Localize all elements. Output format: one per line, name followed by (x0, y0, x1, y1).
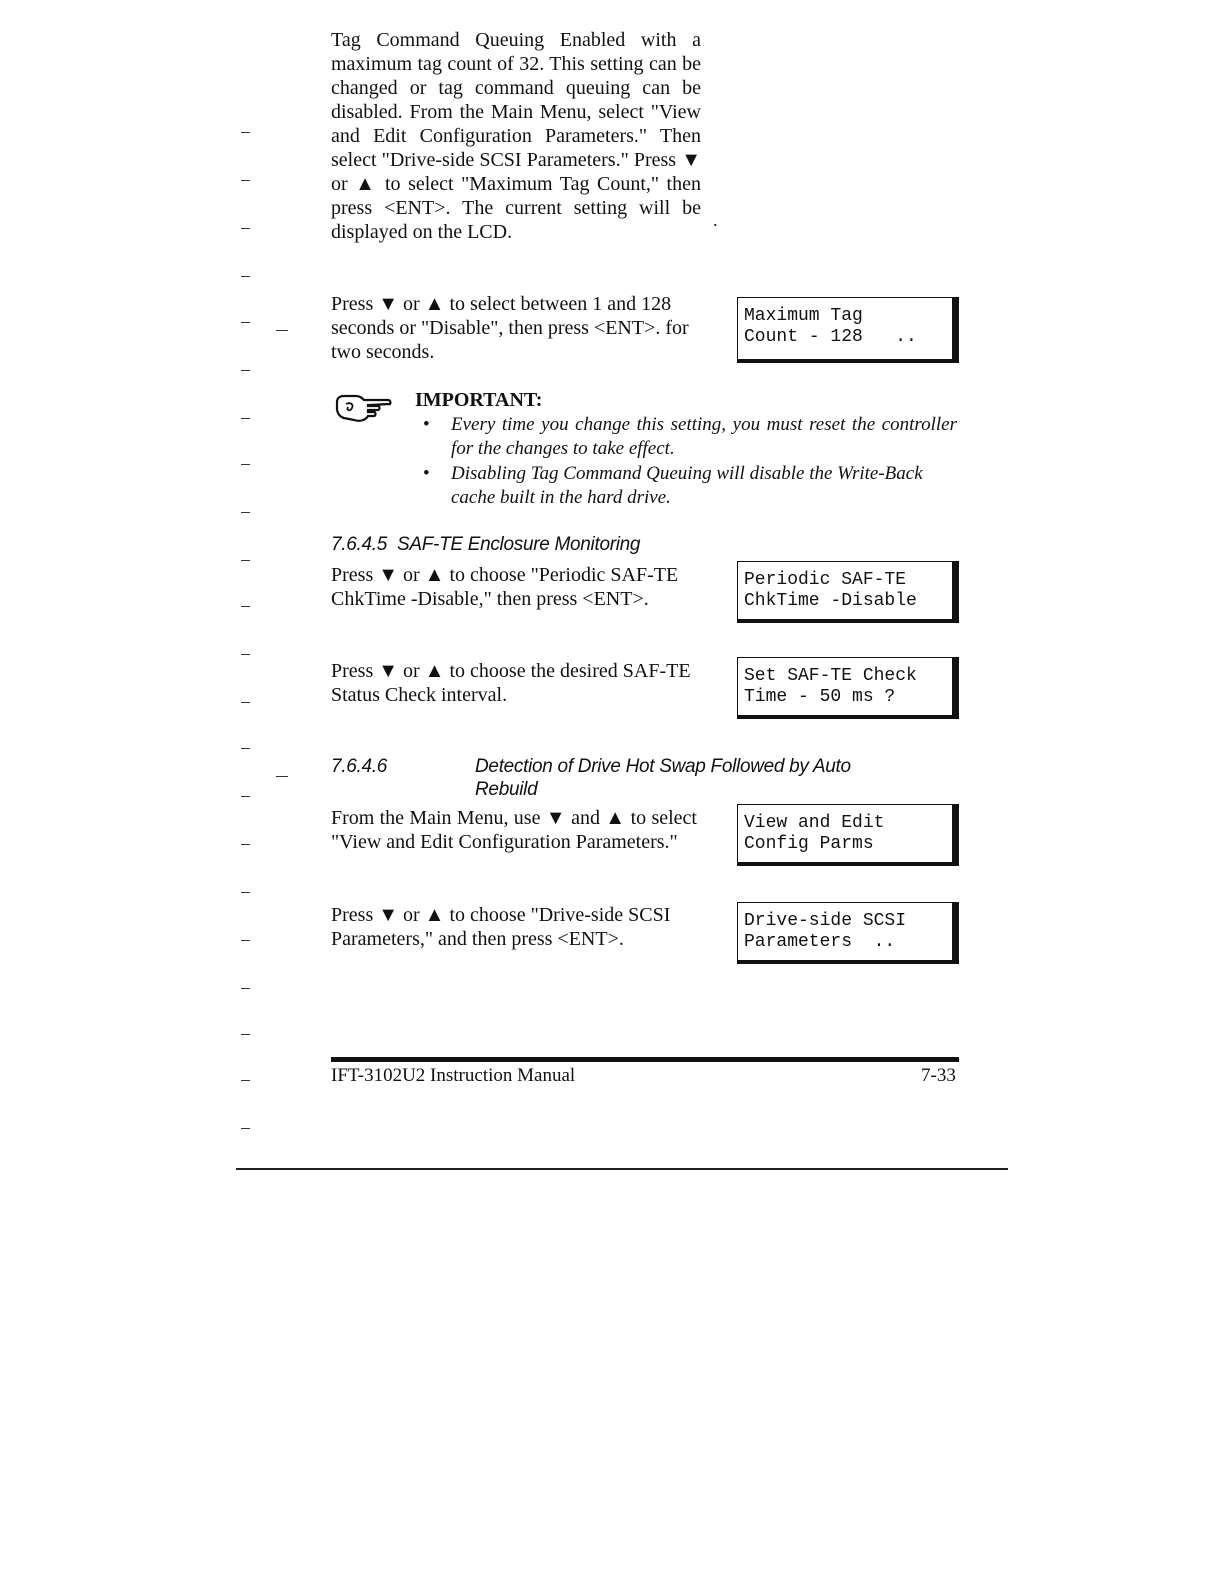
footer-manual-title: IFT-3102U2 Instruction Manual (331, 1065, 576, 1086)
margin-mark (241, 322, 250, 323)
saf-te-step2-text: Press ▼ or ▲ to choose the desired SAF-TE Status Check interval. (331, 660, 691, 706)
margin-mark (241, 1128, 250, 1129)
pointing-hand-icon (334, 392, 392, 424)
margin-mark (241, 796, 250, 797)
margin-mark (241, 702, 250, 703)
margin-mark (241, 1080, 250, 1081)
hot-swap-step2-text: Press ▼ or ▲ to choose "Drive-side SCSI Parameters," and then press <ENT>. (331, 904, 671, 950)
lcd-view-edit-config: View and Edit Config Parms (737, 804, 959, 866)
margin-mark (241, 844, 250, 845)
important-bullet: • Every time you change this setting, you must reset the controller for the changes to take effect. (415, 413, 957, 461)
section-number: 7.6.4.5 (331, 534, 388, 555)
margin-mark (276, 776, 288, 777)
margin-mark (241, 654, 250, 655)
section-title-7646: Detection of Drive Hot Swap Followed by Auto Rebuild (475, 756, 851, 800)
margin-mark (241, 132, 250, 133)
important-bullet: • Disabling Tag Command Queuing will disable the Write-Back cache built in the hard drive. (415, 462, 957, 510)
footer-page-number: 7-33 (921, 1065, 956, 1086)
max-tag-step-text: Press ▼ or ▲ to select between 1 and 128 seconds or "Disable", then press <ENT>. for two seconds. (331, 293, 689, 363)
margin-mark (241, 228, 250, 229)
margin-mark (241, 560, 250, 561)
margin-mark (241, 748, 250, 749)
margin-mark (241, 940, 250, 941)
page-bottom-rule (236, 1168, 1008, 1170)
section-title: SAF-TE Enclosure Monitoring (396, 534, 641, 555)
section-heading-7645 (331, 533, 640, 556)
margin-mark (241, 370, 250, 371)
margin-mark (276, 330, 288, 331)
margin-mark (241, 180, 250, 181)
margin-mark (241, 606, 250, 607)
footer-rule (331, 1057, 959, 1062)
intro-paragraph: Tag Command Queuing Enabled with a maximum tag count of 32. This setting can be changed or tag command queuing can be disabled. From the Main Menu, select "View and Edit Configuration Parameters." Then select "Drive-side SCSI Parameters." Press ▼ or ▲ to select "Maximum Tag Count," then press <ENT>. The current setting will be displayed on the LCD. (331, 29, 701, 243)
lcd-periodic-saf-te: Periodic SAF-TE ChkTime -Disable (737, 561, 959, 623)
lcd-max-tag-count: Maximum Tag Count - 128 .. (737, 297, 959, 363)
stray-dot: . (713, 210, 718, 230)
important-title: IMPORTANT: (415, 389, 543, 411)
margin-mark (241, 988, 250, 989)
margin-mark (241, 276, 250, 277)
margin-mark (241, 418, 250, 419)
margin-mark (241, 1034, 250, 1035)
margin-mark (241, 892, 250, 893)
important-bullets (415, 413, 957, 510)
margin-mark (241, 464, 250, 465)
section-number-7646: 7.6.4.6 (331, 756, 388, 777)
lcd-drive-side-scsi: Drive-side SCSI Parameters .. (737, 902, 959, 964)
saf-te-step1-text: Press ▼ or ▲ to choose "Periodic SAF-TE ChkTime -Disable," then press <ENT>. (331, 564, 679, 610)
margin-mark (241, 512, 250, 513)
hot-swap-step1-text: From the Main Menu, use ▼ and ▲ to select "View and Edit Configuration Parameters." (331, 807, 697, 853)
lcd-saf-te-check-time: Set SAF-TE Check Time - 50 ms ? (737, 657, 959, 719)
